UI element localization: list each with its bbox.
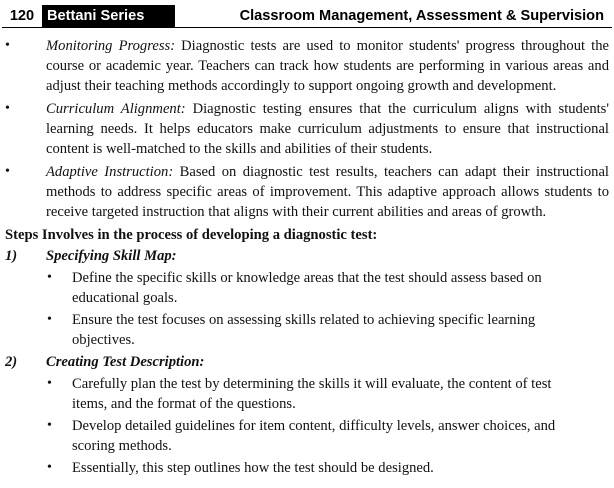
step-number: 1) xyxy=(5,248,18,264)
bullet-text: Carefully plan the test by determining the skills it will evaluate, the content of test items, and the format of the questions. xyxy=(72,376,552,412)
running-header xyxy=(2,5,612,28)
bullet-term: Monitoring Progress: xyxy=(46,38,176,54)
bullet-term: Adaptive Instruction: xyxy=(46,164,174,180)
step-2-bullet xyxy=(0,374,614,414)
step-title: Creating Test Description: xyxy=(46,354,205,370)
bullet-icon: • xyxy=(5,101,10,116)
step-1-title xyxy=(0,246,614,266)
bullet-term: Curriculum Alignment: xyxy=(46,101,186,117)
step-2-title xyxy=(0,352,614,372)
steps-heading: Steps Involves in the process of developing a diagnostic test: xyxy=(5,227,378,243)
step-number: 2) xyxy=(5,354,18,370)
step-2-bullet xyxy=(0,416,614,456)
step-title: Specifying Skill Map: xyxy=(46,248,177,264)
bullet-text: Diagnostic testing ensures that the curriculum aligns with students' learning needs. It helps educators make curriculum adjustments to ensure that instructional content is well-matched to the skills and abilities of their students. xyxy=(46,101,609,157)
bullet-text: Ensure the test focuses on assessing skills related to achieving specific learning objectives. xyxy=(72,312,536,348)
bullet-icon: • xyxy=(5,164,10,179)
bullet-icon: • xyxy=(47,460,52,475)
page-number: 120 xyxy=(2,5,42,27)
bullet-text: Develop detailed guidelines for item content, difficulty levels, answer choices, and scoring methods. xyxy=(72,418,556,454)
bullet-item-curriculum-alignment xyxy=(0,99,614,159)
bullet-text: Based on diagnostic test results, teachers can adapt their instructional methods to address specific areas of improvement. This adaptive approach allows students to receive targeted instruction that aligns with their current abilities and areas of growth. xyxy=(46,164,609,220)
bullet-text: Essentially, this step outlines how the test should be designed. xyxy=(72,460,434,476)
bullet-item-adaptive-instruction xyxy=(0,162,614,222)
bullet-text: Define the specific skills or knowledge areas that the test should assess based on educational goals. xyxy=(72,270,542,306)
bullet-icon: • xyxy=(47,270,52,285)
step-1-bullet xyxy=(0,268,614,308)
bullet-text: Diagnostic tests are used to monitor students' progress throughout the course or academic year. Teachers can track how students are performing in various areas and adjust their teaching methods accordingly to support ongoing growth and development. xyxy=(46,38,609,94)
bullet-icon: • xyxy=(47,418,52,433)
bullet-icon: • xyxy=(5,38,10,53)
step-1-bullet xyxy=(0,310,614,350)
bullet-item-monitoring-progress xyxy=(0,36,614,96)
book-title: Classroom Management, Assessment & Supervision xyxy=(239,8,604,24)
series-name: Bettani Series xyxy=(42,5,175,27)
bullet-icon: • xyxy=(47,312,52,327)
step-2-bullet xyxy=(0,458,614,478)
bullet-icon: • xyxy=(47,376,52,391)
page-body xyxy=(0,36,614,480)
